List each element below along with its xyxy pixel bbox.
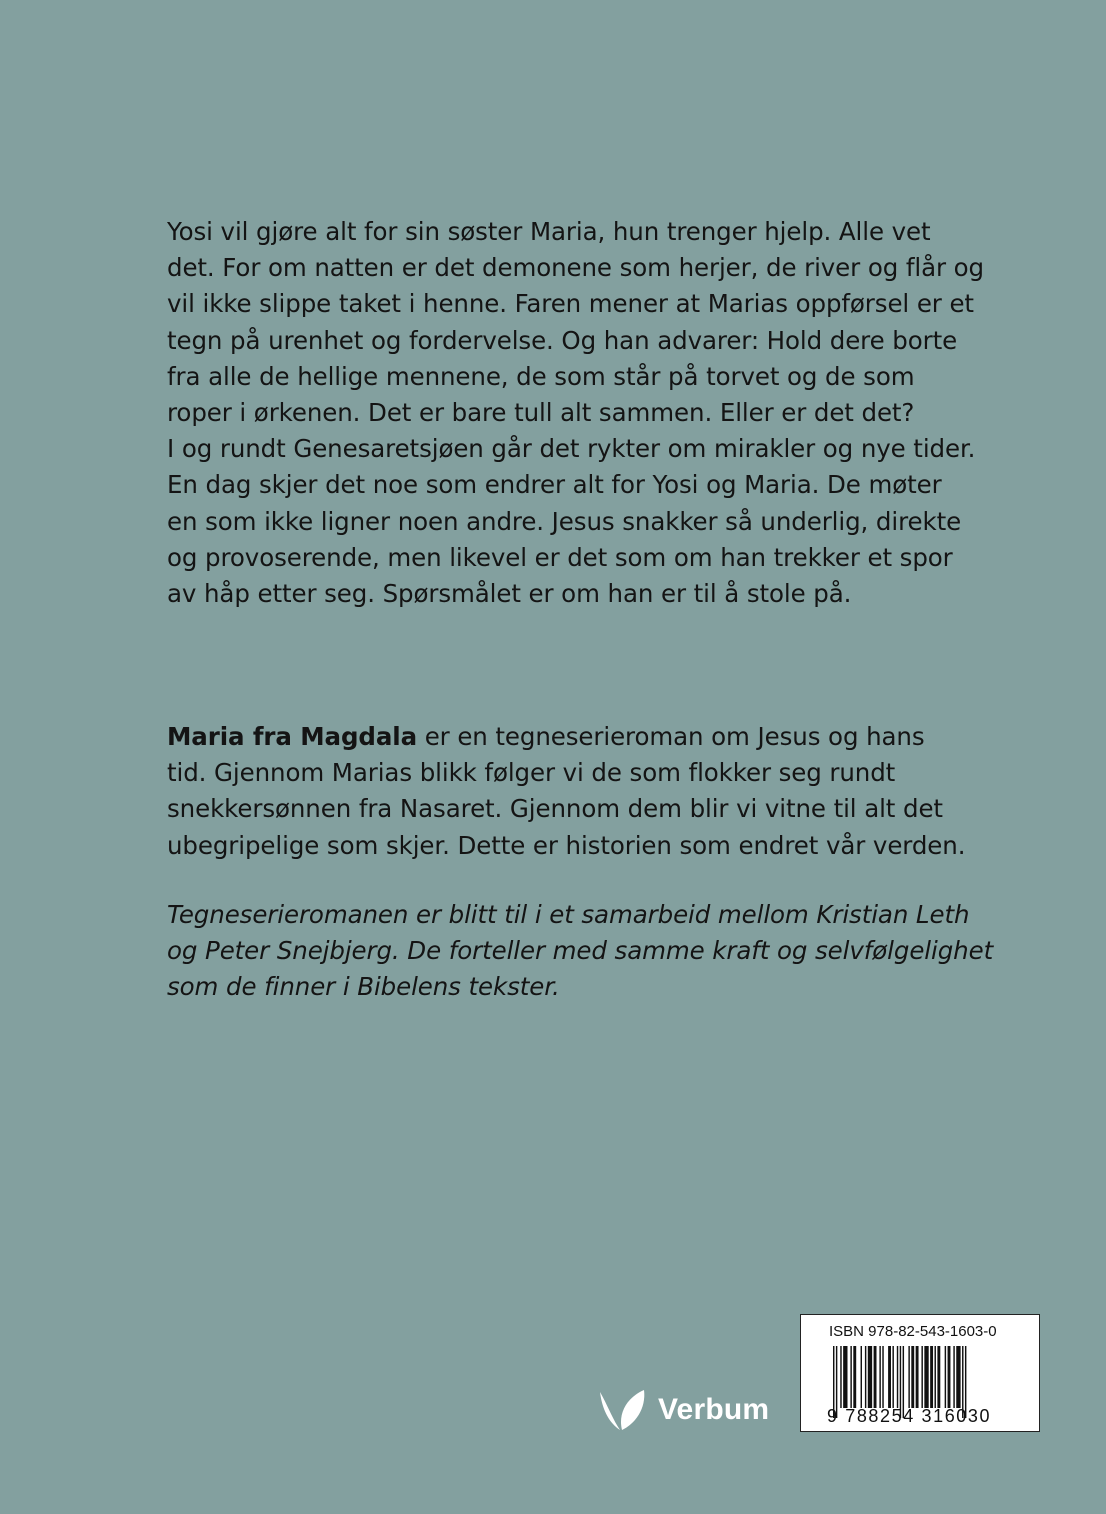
publisher-name: Verbum [658, 1393, 770, 1426]
blurb-line: Yosi vil gjøre alt for sin søster Maria, hun trenger hjelp. Alle vet [167, 217, 931, 246]
about-first-line [167, 719, 947, 755]
blurb-line: En dag skjer det noe som endrer alt for Yosi og Maria. De møter [167, 470, 942, 500]
barcode-bar [897, 1346, 898, 1408]
blurb-line: roper i ørkenen. Det er bare tull alt sammen. Eller er det det? [167, 398, 915, 428]
barcode-bar [874, 1346, 877, 1408]
barcode-bar [956, 1346, 960, 1408]
barcode-bar [865, 1346, 866, 1408]
barcode-bar [937, 1346, 940, 1408]
barcode-bar [892, 1346, 893, 1408]
about-line: ubegripelige som skjer. Dette er historien som endret vår verden. [167, 830, 966, 860]
barcode-bar [853, 1346, 856, 1408]
barcode-bar [861, 1346, 862, 1408]
isbn-label: ISBN 978-82-543-1603-0 [829, 1323, 997, 1340]
blurb-line: og provoserende, men likevel er det som om han trekker et spor [167, 542, 953, 572]
barcode-bar [935, 1346, 936, 1408]
barcode-bar [945, 1346, 946, 1408]
credits-line: og Peter Snejbjerg. De forteller med samme kraft og selvfølgelighet [167, 936, 994, 966]
barcode-bar [930, 1346, 933, 1408]
publisher-logo [598, 1388, 769, 1432]
barcode-bar [840, 1346, 841, 1408]
about-line: snekkersønnen fra Nasaret. Gjennom dem blir vi vitne til alt det [167, 794, 943, 824]
barcode-bar [911, 1346, 914, 1408]
blurb-line: fra alle de hellige mennene, de som står på torvet og de som [167, 361, 915, 391]
barcode-digits: 9 788254 316030 [827, 1406, 992, 1426]
about-paragraph [167, 719, 966, 864]
barcode-bar [868, 1346, 872, 1408]
isbn-barcode [800, 1314, 1040, 1432]
blurb-line: det. For om natten er det demonene som herjer, de river og flår og [167, 253, 984, 283]
barcode-bar [916, 1346, 919, 1408]
barcode-bar [921, 1346, 922, 1408]
leaf-icon [598, 1388, 648, 1432]
about-line: tid. Gjennom Marias blikk følger vi de som flokker seg rundt [167, 758, 896, 788]
credits-paragraph [167, 897, 994, 1006]
blurb-line: vil ikke slippe taket i henne. Faren mener at Marias oppførsel er et [167, 289, 974, 319]
blurb-line: av håp etter seg. Spørsmålet er om han er til å stole på. [167, 579, 852, 609]
barcode-bar [879, 1346, 880, 1408]
credits-line: som de finner i Bibelens tekster. [167, 972, 560, 1002]
barcode-bar [948, 1346, 951, 1408]
about-first-line-rest: er en tegneserieroman om Jesus og hans [417, 722, 925, 751]
barcode-bar [882, 1346, 883, 1408]
barcode-bar [843, 1346, 847, 1408]
blurb-paragraph [167, 214, 984, 612]
barcode-bar [924, 1346, 928, 1408]
book-title: Maria fra Magdala [167, 722, 418, 751]
blurb-line: I og rundt Genesaretsjøen går det rykter om mirakler og nye tider. [167, 434, 976, 464]
blurb-line: tegn på urenhet og fordervelse. Og han advarer: Hold dere borte [167, 325, 958, 355]
barcode-bar [888, 1346, 891, 1408]
barcode-bar [908, 1346, 909, 1408]
blurb-line: en som ikke ligner noen andre. Jesus snakker så underlig, direkte [167, 506, 962, 536]
barcode-bar [953, 1346, 954, 1408]
barcode-bar [850, 1346, 851, 1408]
credits-line: Tegneserieromanen er blitt til i et samarbeid mellom Kristian Leth [167, 900, 970, 929]
